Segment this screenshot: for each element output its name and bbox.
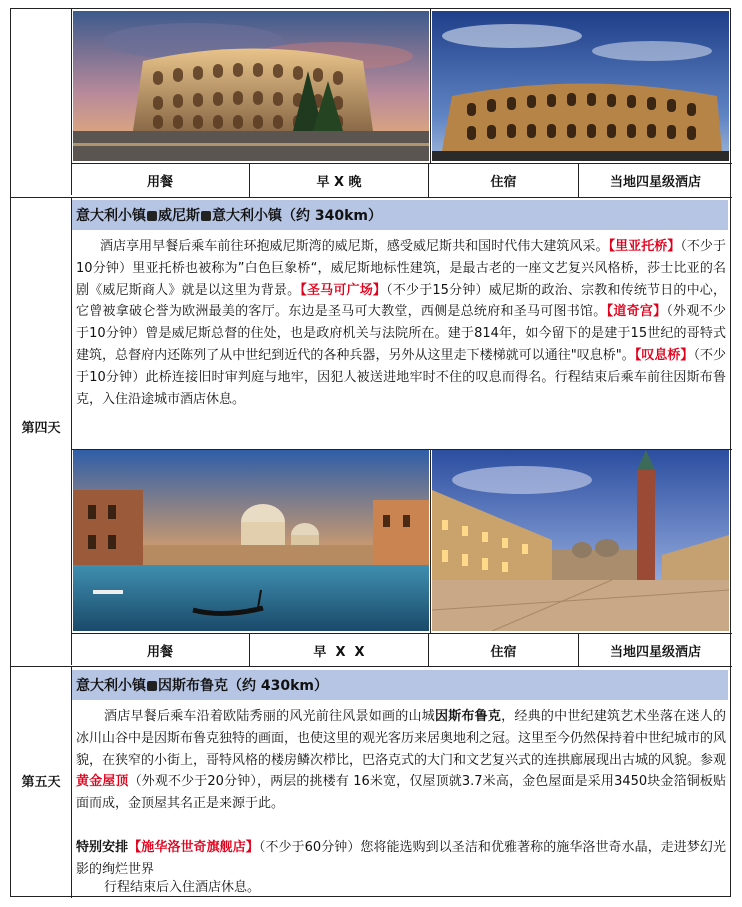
desc-text: 酒店享用早餐后乘车前往环抱威尼斯湾的威尼斯，感受威尼斯共和国时代伟大建筑风采。: [100, 239, 609, 254]
bus-icon: [147, 211, 157, 221]
route-town: 意大利小镇: [76, 208, 146, 224]
desc-text: （不少于10分钟）里亚托桥也被称为”白色巨象桥“，威尼斯地标性建筑，是最古老的一座文艺复兴风格桥，莎士比亚的名剧《威尼斯商人》就是以这里为背景。: [76, 239, 726, 298]
stay-value: 当地四星级酒店: [609, 175, 701, 190]
colosseum-night-photo: [432, 11, 729, 161]
day4-description: [76, 236, 726, 410]
desc-text: 行程结束后入住酒店休息。: [104, 880, 261, 895]
desc-text: （不少于15分钟）威尼斯的政治、宗教和传统节日的中心，它曾被拿破仑誉为欧洲最美的客厅。东边是圣马可大教堂，西侧是总统府和圣马可图书馆。: [76, 282, 726, 320]
st-mark-square-highlight: 【圣马可广场】: [300, 282, 387, 298]
itinerary-table: [10, 8, 731, 897]
route-venice: 威尼斯: [158, 208, 200, 224]
desc-text: （不少于10分钟）此桥连接旧时审判庭与地牢，因犯人被送进地牢时不住的叹息而得名。行程结束后乘车前往因斯布鲁克，入住沿途城市酒店休息。: [76, 347, 726, 407]
special-arrangement-label: 特别安排: [76, 840, 129, 855]
desc-text: ，经典的中世纪建筑艺术坐落在迷人的冰川山谷中是因斯布鲁克独特的画面，也使这里的观光客历来居奥地利之冠。这里至今仍然保持着中世纪城市的风貌，在狭窄的小街上，哥特风格的楼房鳞次栉比，巴洛克式的大门和文艺复兴式的连拱廊展现出古城的风貌。参观: [76, 709, 727, 768]
venice-canal-photo: [73, 450, 429, 631]
meal-value: 早 X X: [250, 634, 429, 667]
day3-label-cell: [11, 9, 72, 195]
route-return: 意大利小镇（约 340km）: [212, 208, 382, 224]
day3-meal-row: [71, 164, 732, 197]
doge-palace-highlight: 【道奇宫】: [606, 304, 667, 320]
day5-special: [76, 837, 726, 881]
meal-label: 用餐: [71, 634, 250, 667]
stay-value: 当地四星级酒店: [609, 645, 701, 660]
desc-text: 酒店早餐后乘车沿着欧陆秀丽的风光前往风景如画的山城: [104, 709, 435, 724]
day5-description: [76, 706, 726, 815]
day5-label: 第五天: [21, 775, 61, 790]
meal-label: 用餐: [71, 164, 250, 197]
st-mark-square-photo: [432, 450, 729, 631]
desc-text: （外观不少于10分钟）曾是威尼斯总督的住处，也是政府机关与法院所在。建于814年，如今留下的是建于15世纪的哥特式建筑，总督府内还陈列了从中世纪到近代的各种兵器，另外从这里走下楼梯就可以通往"叹息桥"。: [76, 304, 726, 363]
day4-label-cell: [11, 198, 72, 665]
day5-route-bar: [72, 670, 728, 700]
bus-icon: [201, 211, 211, 221]
day5-label-cell: [11, 667, 72, 898]
day4-route-bar: [72, 200, 728, 230]
meal-value: 早 X 晚: [250, 164, 429, 197]
bus-icon: [147, 681, 157, 691]
route-innsbruck: 因斯布鲁克（约 430km）: [158, 678, 328, 694]
stay-label: 住宿: [429, 634, 579, 667]
colosseum-dusk-photo: [73, 11, 429, 161]
bridge-of-sighs-highlight: 【叹息桥】: [634, 347, 694, 363]
desc-text: （不少于60分钟）您将能选购到以圣洁和优雅著称的施华洛世奇水晶，走进梦幻光影的绚烂世界: [76, 840, 726, 877]
stay-label: 住宿: [429, 164, 579, 197]
day5-closing: [76, 877, 726, 899]
day4-meal-row: [71, 634, 732, 667]
swarovski-highlight: 【施华洛世奇旗舰店】: [128, 840, 259, 855]
rialto-bridge-highlight: 【里亚托桥】: [608, 239, 681, 254]
day4-label: 第四天: [21, 421, 61, 436]
route-town: 意大利小镇: [76, 678, 146, 694]
desc-text: （外观不少于20分钟），两层的挑楼有 16米宽，仅屋顶就3.7米高，金色屋面是采用3450块金箔铜板贴面而成，金顶屋其名正是来源于此。: [76, 774, 726, 812]
innsbruck-bold: 因斯布鲁克: [434, 709, 502, 724]
golden-roof-highlight: 黄金屋顶: [76, 774, 129, 790]
